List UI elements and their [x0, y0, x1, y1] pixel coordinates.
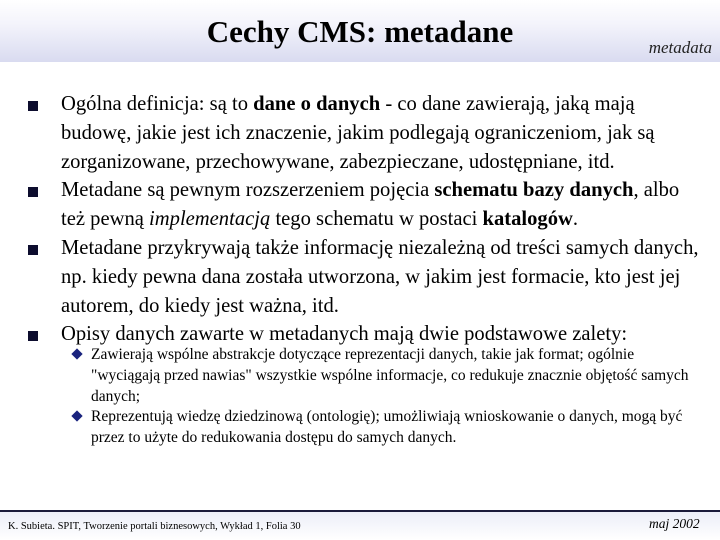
sub-bullet-list [0, 345, 720, 449]
bullet-text: Opisy danych zawarte w metadanych mają dwie podstawowe zalety: [61, 323, 628, 346]
bullet-text: Metadane są pewnym rozszerzeniem pojęcia schematu bazy danych, albo też pewną implementacją tego schematu w postaci katalogów. [61, 179, 680, 231]
corner-label: metadata [648, 38, 712, 57]
square-bullet-icon [28, 101, 38, 111]
footer-citation: K. Subieta. SPIT, Tworzenie portali biznesowych, Wykład 1, Folia 30 [8, 521, 301, 532]
bullet-item [0, 90, 720, 176]
sub-bullet-text: Reprezentują wiedzę dziedzinową (ontologię); umożliwiają wnioskowanie o danych, mogą być przez to użyte do redukowania dostępu do samych danych. [91, 408, 683, 447]
sub-bullet-item [0, 407, 720, 449]
sub-bullet-text: Zawierają wspólne abstrakcje dotyczące reprezentacji danych, takie jak format; ogólnie "wyciągają przed nawias" wszystkie wspólne informacje, co redukuje znacznie objętość samych danych; [91, 346, 689, 405]
diamond-bullet-icon [71, 411, 82, 422]
square-bullet-icon [28, 331, 38, 341]
slide-title: Cechy CMS: metadane [206, 14, 514, 49]
square-bullet-icon [28, 187, 38, 197]
sub-bullet-item [0, 345, 720, 407]
bullet-item [0, 234, 720, 320]
bullet-text: Ogólna definicja: są to dane o danych - co dane zawierają, jaką mają budowę, jakie jest ich znaczenie, jakim podlegają ograniczeniom, jak są zorganizowane, przechowywane, zabezpieczane, udostępniane, itd. [61, 93, 655, 173]
bullet-text: Metadane przykrywają także informację niezależną od treści samych danych, np. kiedy pewna dana została utworzona, w jakim jest formacie, kto jest jej autorem, do kiedy jest ważna, itd. [61, 236, 699, 317]
square-bullet-icon [28, 245, 38, 255]
footer-date: maj 2002 [649, 516, 700, 531]
bullet-item [0, 176, 720, 234]
diamond-bullet-icon [71, 348, 82, 359]
bullet-list [0, 90, 720, 349]
